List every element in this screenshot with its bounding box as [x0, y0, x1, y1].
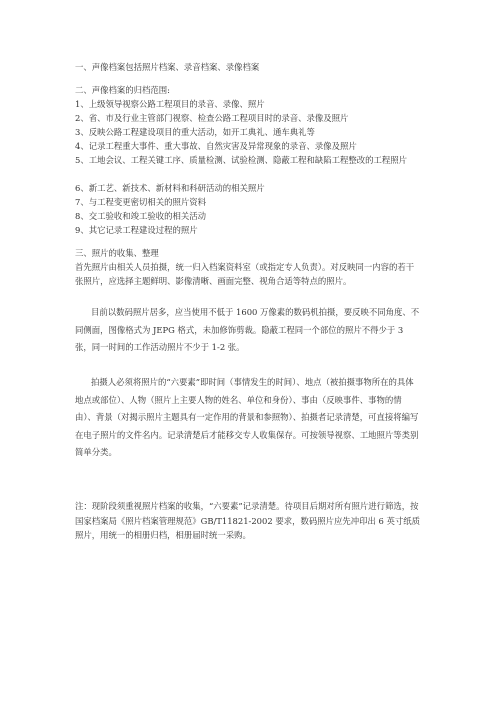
section3-paragraph-1: 首先照片由相关人员拍摄，统一归入档案资料室（或指定专人负责）。对反映同一内容的若干张照片，应选择主题鲜明、影像清晰、画面完整、视角合适等特点的照片。	[75, 262, 415, 287]
section1-heading: 一、声像档案包括照片档案、录音档案、录像档案	[75, 62, 260, 72]
scope-item-7: 7、与工程变更密切相关的照片资料	[75, 197, 206, 207]
scope-item-2: 2、省、市及行业主管部门视察、检查公路工程项目时的录音、录像及照片	[75, 113, 349, 123]
scope-item-5: 5、工地会议、工程关键工序、质量检测、试验检测、隐蔽工程和缺陷工程整改的工程照片	[75, 155, 407, 165]
scope-item-3: 3、反映公路工程建设项目的重大活动，如开工典礼、通车典礼等	[75, 127, 315, 137]
section3-paragraph-2: 目前以数码照片居多，应当使用不低于 1600 万像素的数码机拍摄，要反映不同角度、不同侧面，图像格式为 JEPG 格式，未加修饰剪裁。隐蔽工程同一个部位的照片不得少于 3 张，同一时间的工作活动照片不少于 1-2 张。	[75, 307, 420, 352]
scope-item-6: 6、新工艺、新技术、新材料和科研活动的相关照片	[75, 183, 265, 193]
section3-paragraph-3: 拍摄人必须将照片的“六要素”即时间（事情发生的时间）、地点（被拍摄事物所在的具体地点或部位）、人物（照片上主要人物的姓名、单位和身份）、事由（反映事件、事物的情由）、背景（对揭示照片主题具有一定作用的背景和参照物）、拍摄者记录清楚，可直接将编写在电子照片的文件名内。记录清楚后才能移交专人收集保存。可按领导视察、工地照片等类别简单分类。	[75, 377, 419, 457]
scope-item-4: 4、记录工程重大事件、重大事故、自然灾害及异常现象的录音、录像及照片	[75, 141, 357, 151]
scope-item-1: 1、上级领导视察公路工程项目的录音、录像、照片	[75, 99, 265, 109]
note-paragraph: 注：现阶段须重视照片档案的收集，“六要素”记录清楚。待项目后期对所有照片进行筛选，按国家档案局《照片档案管理规范》GB/T11821-2002 要求，数码照片应先冲印出 6 英寸纸质照片，用统一的相册归档，相册届时统一采购。	[75, 501, 420, 540]
scope-item-8: 8、交工验收和竣工验收的相关活动	[75, 211, 206, 221]
section3-heading: 三、照片的收集、整理	[75, 248, 159, 258]
scope-item-9: 9、其它记录工程建设过程的照片	[75, 225, 198, 235]
section2-heading: 二、声像档案的归档范围:	[75, 85, 170, 95]
